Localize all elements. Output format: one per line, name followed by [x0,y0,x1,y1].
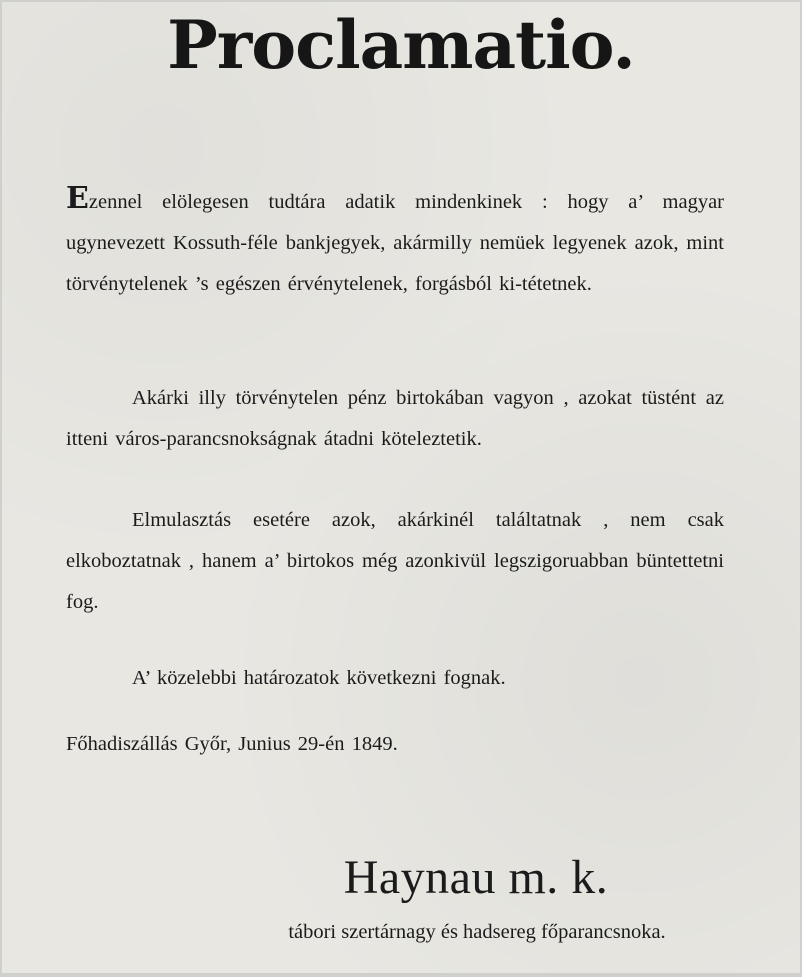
paragraph-3: Elmulasztás esetére azok, akárkinél találtatnak , nem csak elkoboztatnak , hanem a’ birtokos még azonkivül legszigoruabban büntettetni fog. [66,509,724,613]
proclamation-document [2,2,800,973]
paragraph-1 [66,182,724,305]
place-and-date: Főhadiszállás Győr, Junius 29-én 1849. [66,733,398,755]
signature-name: Haynau m. k. [343,851,609,904]
document-title: Proclamatio. [167,6,635,84]
drop-cap-initial: E [66,181,89,216]
signature-title: tábori szertárnagy és hadsereg főparancsnoka. [288,921,666,943]
paragraph-2: Akárki illy törvénytelen pénz birtokában vagyon , azokat tüstént az itteni város-parancsnokságnak átadni köteleztetik. [66,387,724,450]
paragraph-1-text: zennel elölegesen tudtára adatik mindenkinek : hogy a’ magyar ugynevezett Kossuth-féle bankjegyek, akármilly nemüek legyenek azok, mint törvénytelenek ’s egészen érvénytelenek, forgásból ki-tétetnek. [66,191,724,295]
paragraph-4: A’ közelebbi határozatok következni fognak. [132,667,506,689]
